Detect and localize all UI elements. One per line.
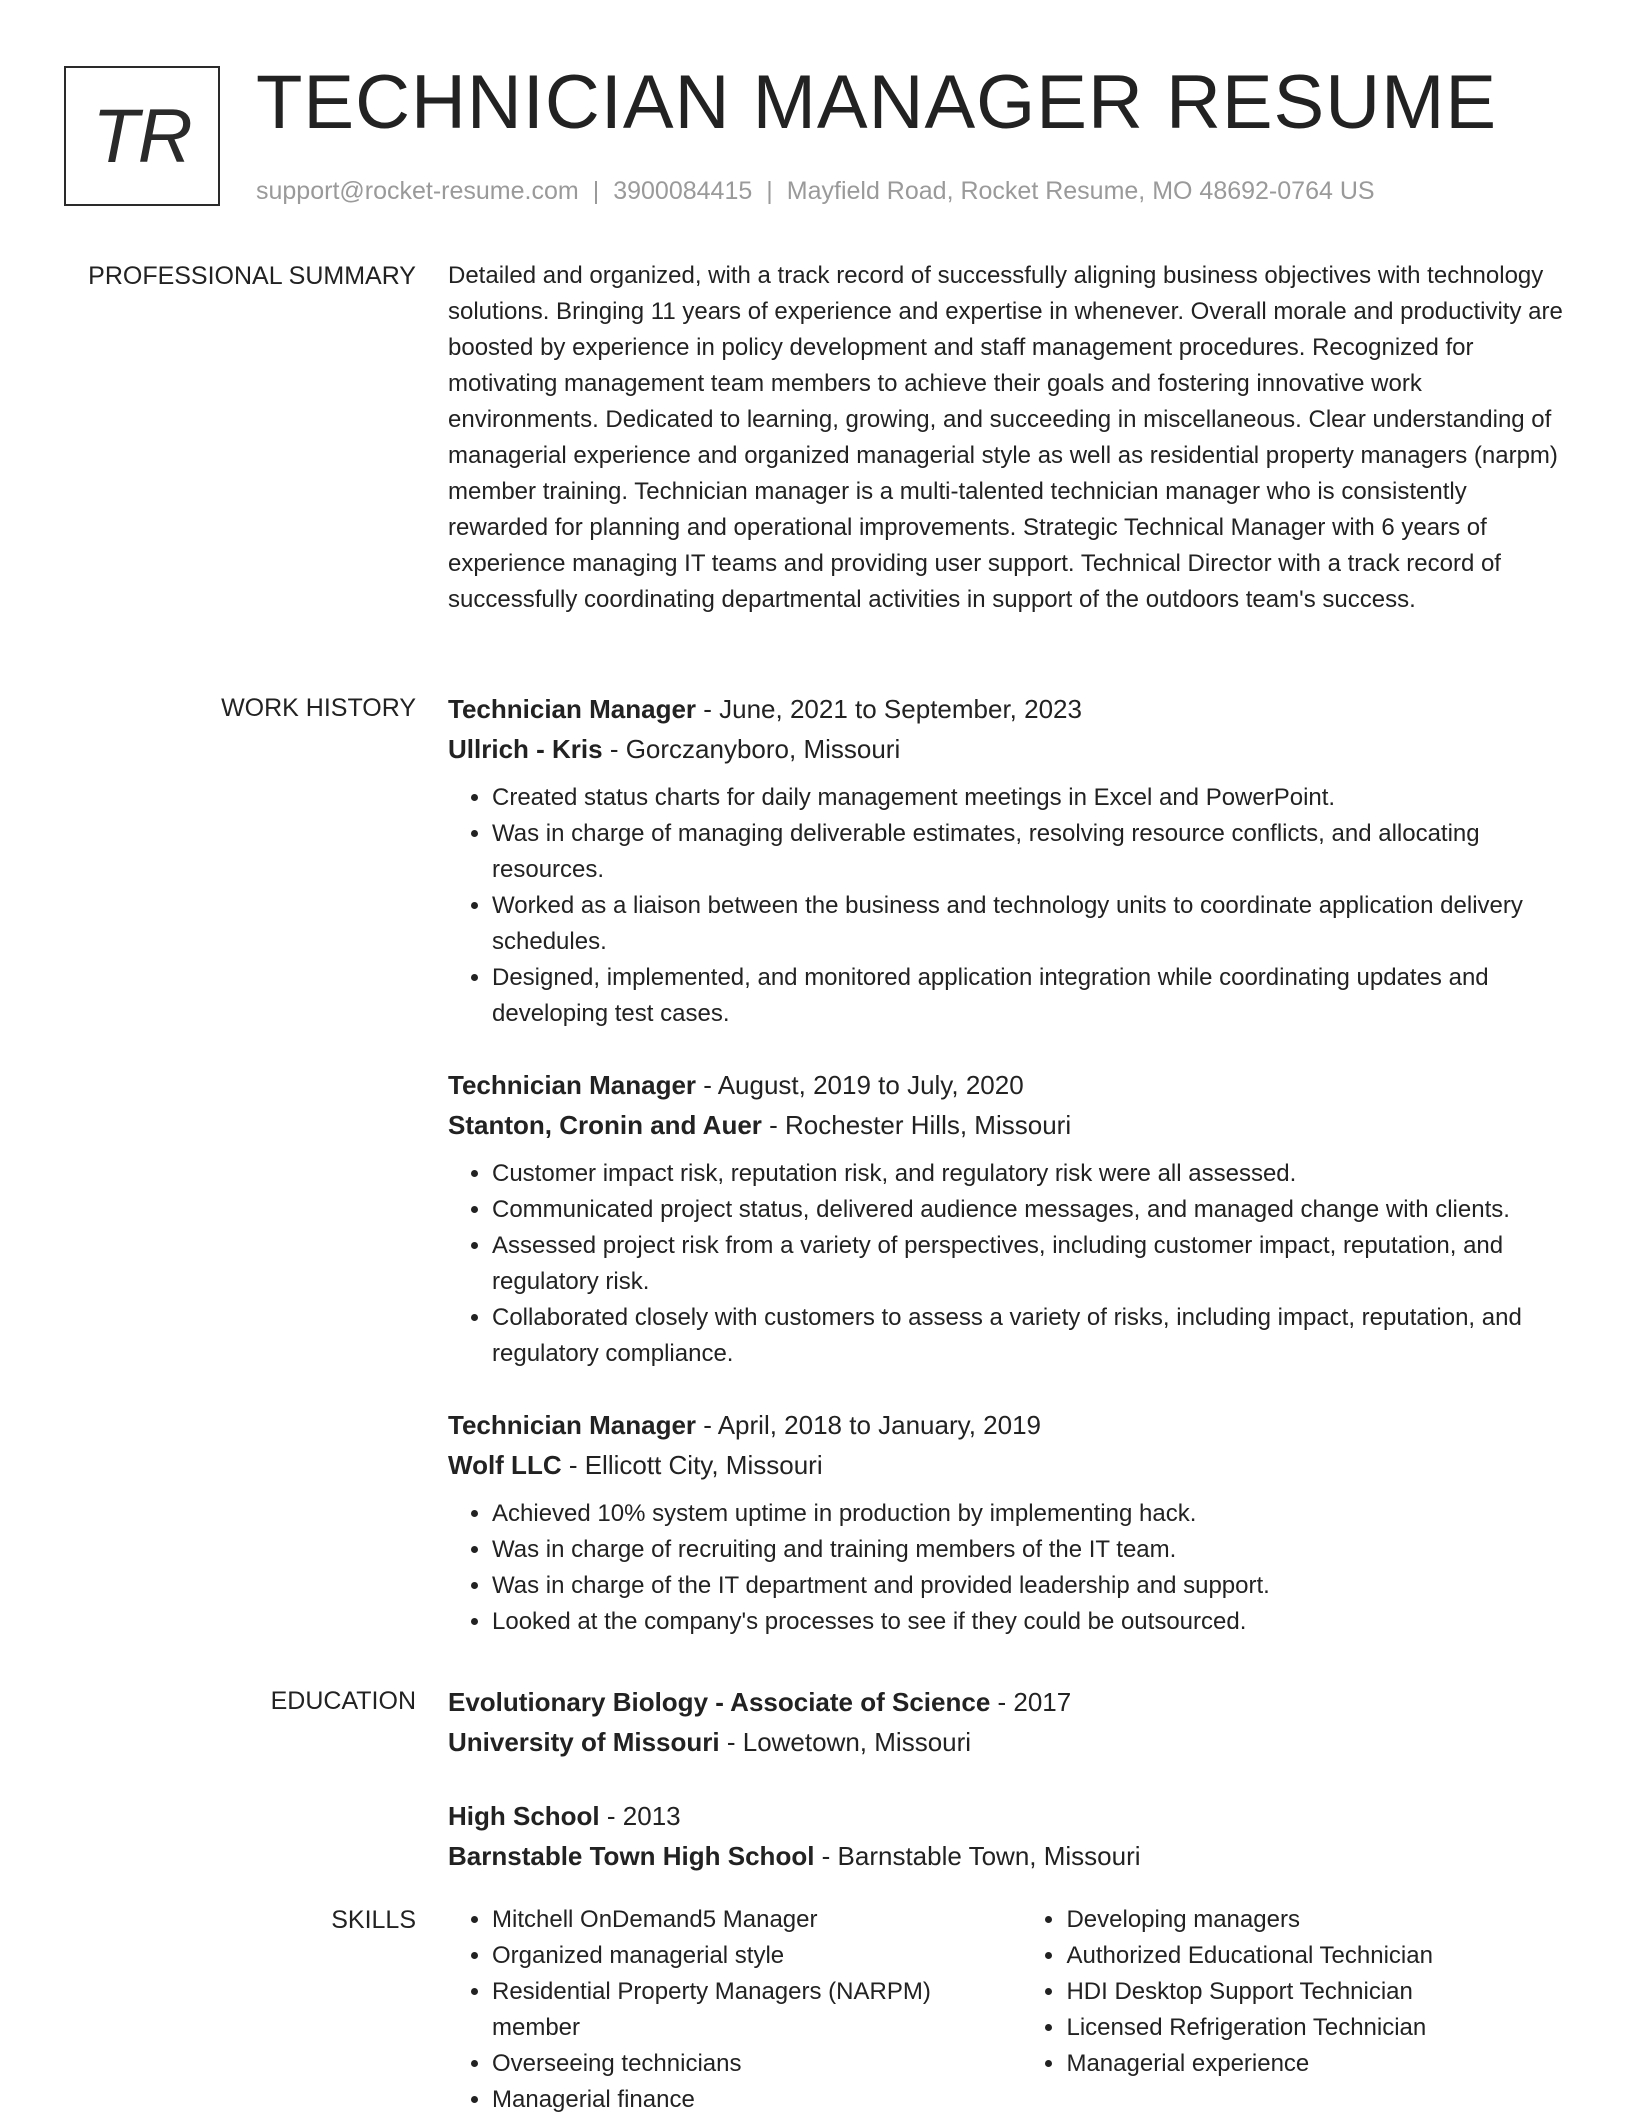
job-bullet: • Customer impact risk, reputation risk, and regulatory risk were all assessed. [492,1156,1568,1192]
job-company-line [448,1106,1568,1144]
skill-item: • Licensed Refrigeration Technician [1066,2010,1568,2046]
job-dates: - June, 2021 to September, 2023 [696,694,1082,724]
education-entry [448,1683,1568,1761]
contact-separator: | [766,177,773,205]
job-entry [448,1066,1568,1372]
job-company-line [448,1446,1568,1484]
skill-item: • Residential Property Managers (NARPM) member [492,1974,1022,2046]
job-location: - Rochester Hills, Missouri [761,1110,1072,1140]
skill-item: • Developing managers [1066,1902,1568,1938]
section-label-skills: SKILLS [331,1906,416,1934]
job-heading [448,690,1568,728]
job-title: Technician Manager [448,1070,697,1100]
job-bullets [448,1496,1568,1640]
contact-line [256,174,1375,208]
section-label-summary: PROFESSIONAL SUMMARY [88,262,416,290]
summary-content [448,258,1568,618]
skill-item: • Overseeing technicians [492,2046,1022,2082]
education-school: University of Missouri [448,1727,720,1757]
education-year: - 2013 [599,1801,681,1831]
skill-item: • HDI Desktop Support Technician [1066,1974,1568,2010]
skill-item: • Managerial finance [492,2082,1022,2118]
contact-separator: | [592,177,600,205]
job-bullet: • Was in charge of the IT department and provided leadership and support. [492,1568,1568,1604]
education-entry [448,1797,1568,1875]
job-bullet: • Communicated project status, delivered audience messages, and managed change with clients. [492,1192,1568,1228]
work-history-content [448,690,1568,1674]
skills-column-2 [1022,1902,1568,2118]
section-label-work-history: WORK HISTORY [221,694,416,722]
skills-column-1 [448,1902,1022,2118]
job-location: - Gorczanyboro, Missouri [602,734,901,764]
section-label-education: EDUCATION [270,1687,416,1715]
job-company: Ullrich - Kris [448,734,603,764]
job-dates: - August, 2019 to July, 2020 [696,1070,1024,1100]
job-bullet: • Was in charge of recruiting and training members of the IT team. [492,1532,1568,1568]
job-bullet: • Worked as a liaison between the business and technology units to coordinate application delivery schedules. [492,888,1568,960]
education-school: Barnstable Town High School [448,1841,815,1871]
education-location: - Lowetown, Missouri [719,1727,972,1757]
contact-address: Mayfield Road, Rocket Resume, MO 48692-0764 US [786,177,1375,205]
job-bullet: • Was in charge of managing deliverable estimates, resolving resource conflicts, and allocating resources. [492,816,1568,888]
monogram-logo: TR [64,66,220,206]
summary-text: Detailed and organized, with a track record of successfully aligning business objectives with technology solutions. Bringing 11 years of experience and expertise in whenever. Overall morale and productivity are boosted by experience in policy development and staff management procedures. Recognized for motivating management team members to achieve their goals and fostering innovative work environments. Dedicated to learning, growing, and succeeding in miscellaneous. Clear understanding of managerial experience and organized managerial style as well as residential property managers (narpm) member training. Technician manager is a multi-talented technician manager who is consistently rewarded for planning and operational improvements. Strategic Technical Manager with 6 years of experience managing IT teams and providing user support. Technical Director with a track record of successfully coordinating departmental activities in support of the outdoors team's success. [448,262,1563,613]
education-degree-line [448,1797,1568,1835]
job-company: Wolf LLC [448,1450,562,1480]
job-heading [448,1066,1568,1104]
education-year: - 2017 [990,1687,1072,1717]
education-content [448,1683,1568,1911]
skill-item: • Authorized Educational Technician [1066,1938,1568,1974]
contact-email[interactable]: support@rocket-resume.com [256,177,579,205]
job-company: Stanton, Cronin and Auer [448,1110,762,1140]
job-bullet: • Looked at the company's processes to see if they could be outsourced. [492,1604,1568,1640]
education-location: - Barnstable Town, Missouri [814,1841,1141,1871]
resume-title: TECHNICIAN MANAGER RESUME [256,60,1498,145]
job-entry [448,1406,1568,1640]
job-location: - Ellicott City, Missouri [561,1450,823,1480]
job-title: Technician Manager [448,694,697,724]
job-bullet: • Achieved 10% system uptime in production by implementing hack. [492,1496,1568,1532]
job-bullet: • Created status charts for daily management meetings in Excel and PowerPoint. [492,780,1568,816]
education-school-line [448,1723,1568,1761]
skills-content [448,1902,1568,2118]
education-degree: Evolutionary Biology - Associate of Science [448,1687,991,1717]
job-bullets [448,1156,1568,1372]
job-bullet: • Collaborated closely with customers to assess a variety of risks, including impact, reputation, and regulatory compliance. [492,1300,1568,1372]
skill-item: • Organized managerial style [492,1938,1022,1974]
education-degree-line [448,1683,1568,1721]
job-bullets [448,780,1568,1032]
job-title: Technician Manager [448,1410,697,1440]
job-dates: - April, 2018 to January, 2019 [696,1410,1041,1440]
education-school-line [448,1837,1568,1875]
skill-item: • Managerial experience [1066,2046,1568,2082]
contact-phone[interactable]: 3900084415 [613,177,753,205]
job-company-line [448,730,1568,768]
job-bullet: • Designed, implemented, and monitored application integration while coordinating updates and developing test cases. [492,960,1568,1032]
job-bullet: • Assessed project risk from a variety of perspectives, including customer impact, reputation, and regulatory risk. [492,1228,1568,1300]
job-entry [448,690,1568,1032]
education-degree: High School [448,1801,600,1831]
skill-item: • Mitchell OnDemand5 Manager [492,1902,1022,1938]
job-heading [448,1406,1568,1444]
